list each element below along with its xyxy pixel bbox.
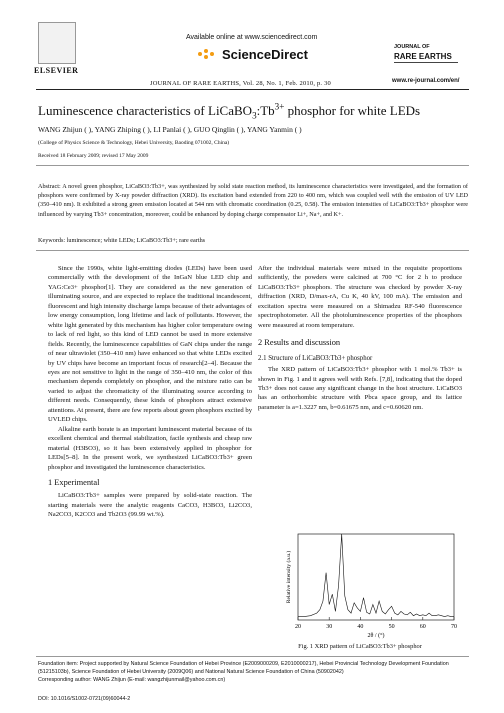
x-axis-label: 2θ / (°) [367, 633, 385, 639]
paragraph: Alkaline earth borate is an important luminescent material because of its excellent chemical and thermal stabilization, facile synthesis and cheap raw material (H3BO3), so it has been extensively applied in phosphor for LEDs[5–8]. In the present work, we synthesized LiCaBO3:Tb3+ green phosphor and investigated the luminescence characteristics. [48, 425, 252, 471]
x-tick-label: 30 [326, 624, 333, 630]
paragraph: Since the 1990s, white light-emitting diodes (LEDs) have been used commercially with the development of the InGaN blue LED chip and YAG:Ce3+ phosphor[1]. They are considered as the new generation of illuminating source, and are expected to replace the traditional incandescent, fluorescent and high intensity discharge lamps because of their advantages of low energy consumption, long lifetime and lack of pollutants. However, the white light generated by this mechanism has higher color temperature owing to lack of red light, so this kind of LED cannot be used in more extensive fields. Recently, the luminescence capabilities of GaN chips under the range of near ultraviolet (350–410 nm) have enhanced so that white LEDs excited by UV chips have become an important focus of research[2–4]. Because the eyes are not sensitive to light in the range of 350–410 nm, the color of this mechanism depends completely on phosphor, and the mixture ratio can be varied to adjust the chromaticity of the illuminating source according to different needs. Consequently, these kinds of phosphors attract extensive attentions. At present, there are few reports about green phosphors excited by UVLED chips. [48, 265, 252, 424]
publisher-name: ELSEVIER [34, 66, 79, 75]
section-heading: 1 Experimental [48, 477, 100, 487]
section-heading: 2 Results and discussion [258, 338, 341, 348]
footnote-rule [36, 656, 469, 657]
x-tick-label: 20 [295, 624, 301, 630]
x-tick-label: 70 [451, 624, 457, 630]
foundation-note: Foundation item: Project supported by Natural Science Foundation of Hebei Province (E2009000209, E2010000217), Hebei Provincial Technology Development Foundation (51215103b), Science Foundation of Hebei University (2009Q06) and National Natural Science Foundation of China (50902042) [38, 661, 449, 676]
abstract-rule [36, 250, 469, 251]
footnotes [38, 660, 470, 685]
xrd-series-line [298, 534, 454, 617]
subsection-heading: 2.1 Structure of LiCaBO3:Tb3+ phosphor [258, 354, 373, 362]
title-rule [36, 165, 469, 166]
abstract [38, 182, 468, 219]
authors: WANG Zhijun ( ), YANG Zhiping ( ), LI Panlai ( ), GUO Qinglin ( ), YANG Yanmin ( ) [38, 125, 302, 134]
doi[interactable]: DOI: 10.1016/S1002-0721(09)60044-2 [38, 696, 131, 702]
xrd-chart [258, 528, 462, 640]
keywords-label: Keywords: [38, 237, 66, 244]
paragraph: After the individual materials were mixed in the requisite proportions sufficiently, the powders were calcined at 700 °C for 2 h to produce LiCaBO3:Tb3+ phosphors. The structure was checked by powder X-ray diffraction (XRD, D/max-rA, Cu K, 40 kV, 100 mA). The emission and excitation spectra were measured on a Shimadzu RF-540 fluorescence spectrophotometer. All the photoluminescence properties of the phosphors were measured at room temperature. [258, 265, 462, 329]
keywords-text: luminescence; white LEDs; LiCaBO3:Tb3+; rare earths [66, 237, 206, 244]
body-left-column [48, 264, 252, 520]
paragraph: LiCaBO3:Tb3+ samples were prepared by solid-state reaction. The starting materials were the analytic reagents CaCO3, H3BO3, Li2CO3, Na2CO3, K2CO3 and Tb2O3 (99.99 wt.%). [48, 492, 252, 519]
article-title: Luminescence characteristics of $LiCaBO_3:Tb^{3+}$ phosphor for white LEDs [38, 101, 421, 121]
received-date: Received 18 February 2009; revised 17 May 2009 [38, 153, 149, 159]
sciencedirect-logo-icon [196, 46, 220, 62]
available-online[interactable]: Available online at www.sciencedirect.com [186, 34, 318, 41]
body-right-column [258, 264, 462, 412]
x-tick-label: 50 [388, 624, 395, 630]
journal-box-divider [394, 62, 458, 71]
abstract-text: A novel green phosphor, LiCaBO3:Tb3+, was synthesized by solid state reaction method, its luminescence characteristics were investigated, and the formation of phosphors were confirmed by X-ray powder diffraction (XRD). Its excitation band extended from 220 to 400 nm, which was coupled well with the emission of UV LED (350–410 nm). It exhibited a strong green emission located at 544 nm with chromatic coordination (0.25, 0.58). The emission intensities of LiCaBO3:Tb3+ phosphor were influenced by varying Tb3+ concentration, moreover, could be enhanced by doping charge compensator Li+, Na+, and K+. [38, 183, 468, 218]
plot-frame [298, 534, 454, 620]
abstract-label: Abstract: [38, 183, 61, 190]
x-tick-label: 60 [419, 624, 426, 630]
journal-box-small: JOURNAL OF [394, 44, 430, 50]
journal-citation: JOURNAL OF RARE EARTHS, Vol. 28, No. 1, Feb. 2010, p. 30 [150, 80, 331, 87]
journal-box-name: RARE EARTHS [394, 52, 452, 61]
elsevier-logo-icon [38, 22, 76, 64]
journal-url[interactable]: www.re-journal.com/en/ [392, 78, 460, 84]
keywords [38, 237, 205, 244]
affiliation: (College of Physics Science & Technology, Hebei University, Baoding 071002, China) [38, 140, 230, 146]
x-tick-label: 40 [357, 624, 364, 630]
sciencedirect-wordmark: ScienceDirect [222, 47, 308, 62]
corresponding-author: Corresponding author: WANG Zhijun (E-mail: wangzhijunmail@yahoo.com.cn) [38, 677, 226, 684]
paragraph: The XRD pattern of LiCaBO3:Tb3+ phosphor with 1 mol.% Tb3+ is shown in Fig. 1 and it agrees well with Refs. [7,8], indicating that the doped Tb3+ does not cause any significant change in the host structure. LiCaBO3 has an orthorhombic structure with Pbca space group, and its lattice parameter is a=1.3227 nm, b=0.61675 nm, and c=0.60620 nm. [258, 366, 462, 411]
y-axis-label: Relative intensity (a.u.) [286, 550, 292, 604]
header-rule [36, 89, 469, 90]
figure-caption: Fig. 1 XRD pattern of LiCaBO3:Tb3+ phosphor [298, 643, 422, 650]
